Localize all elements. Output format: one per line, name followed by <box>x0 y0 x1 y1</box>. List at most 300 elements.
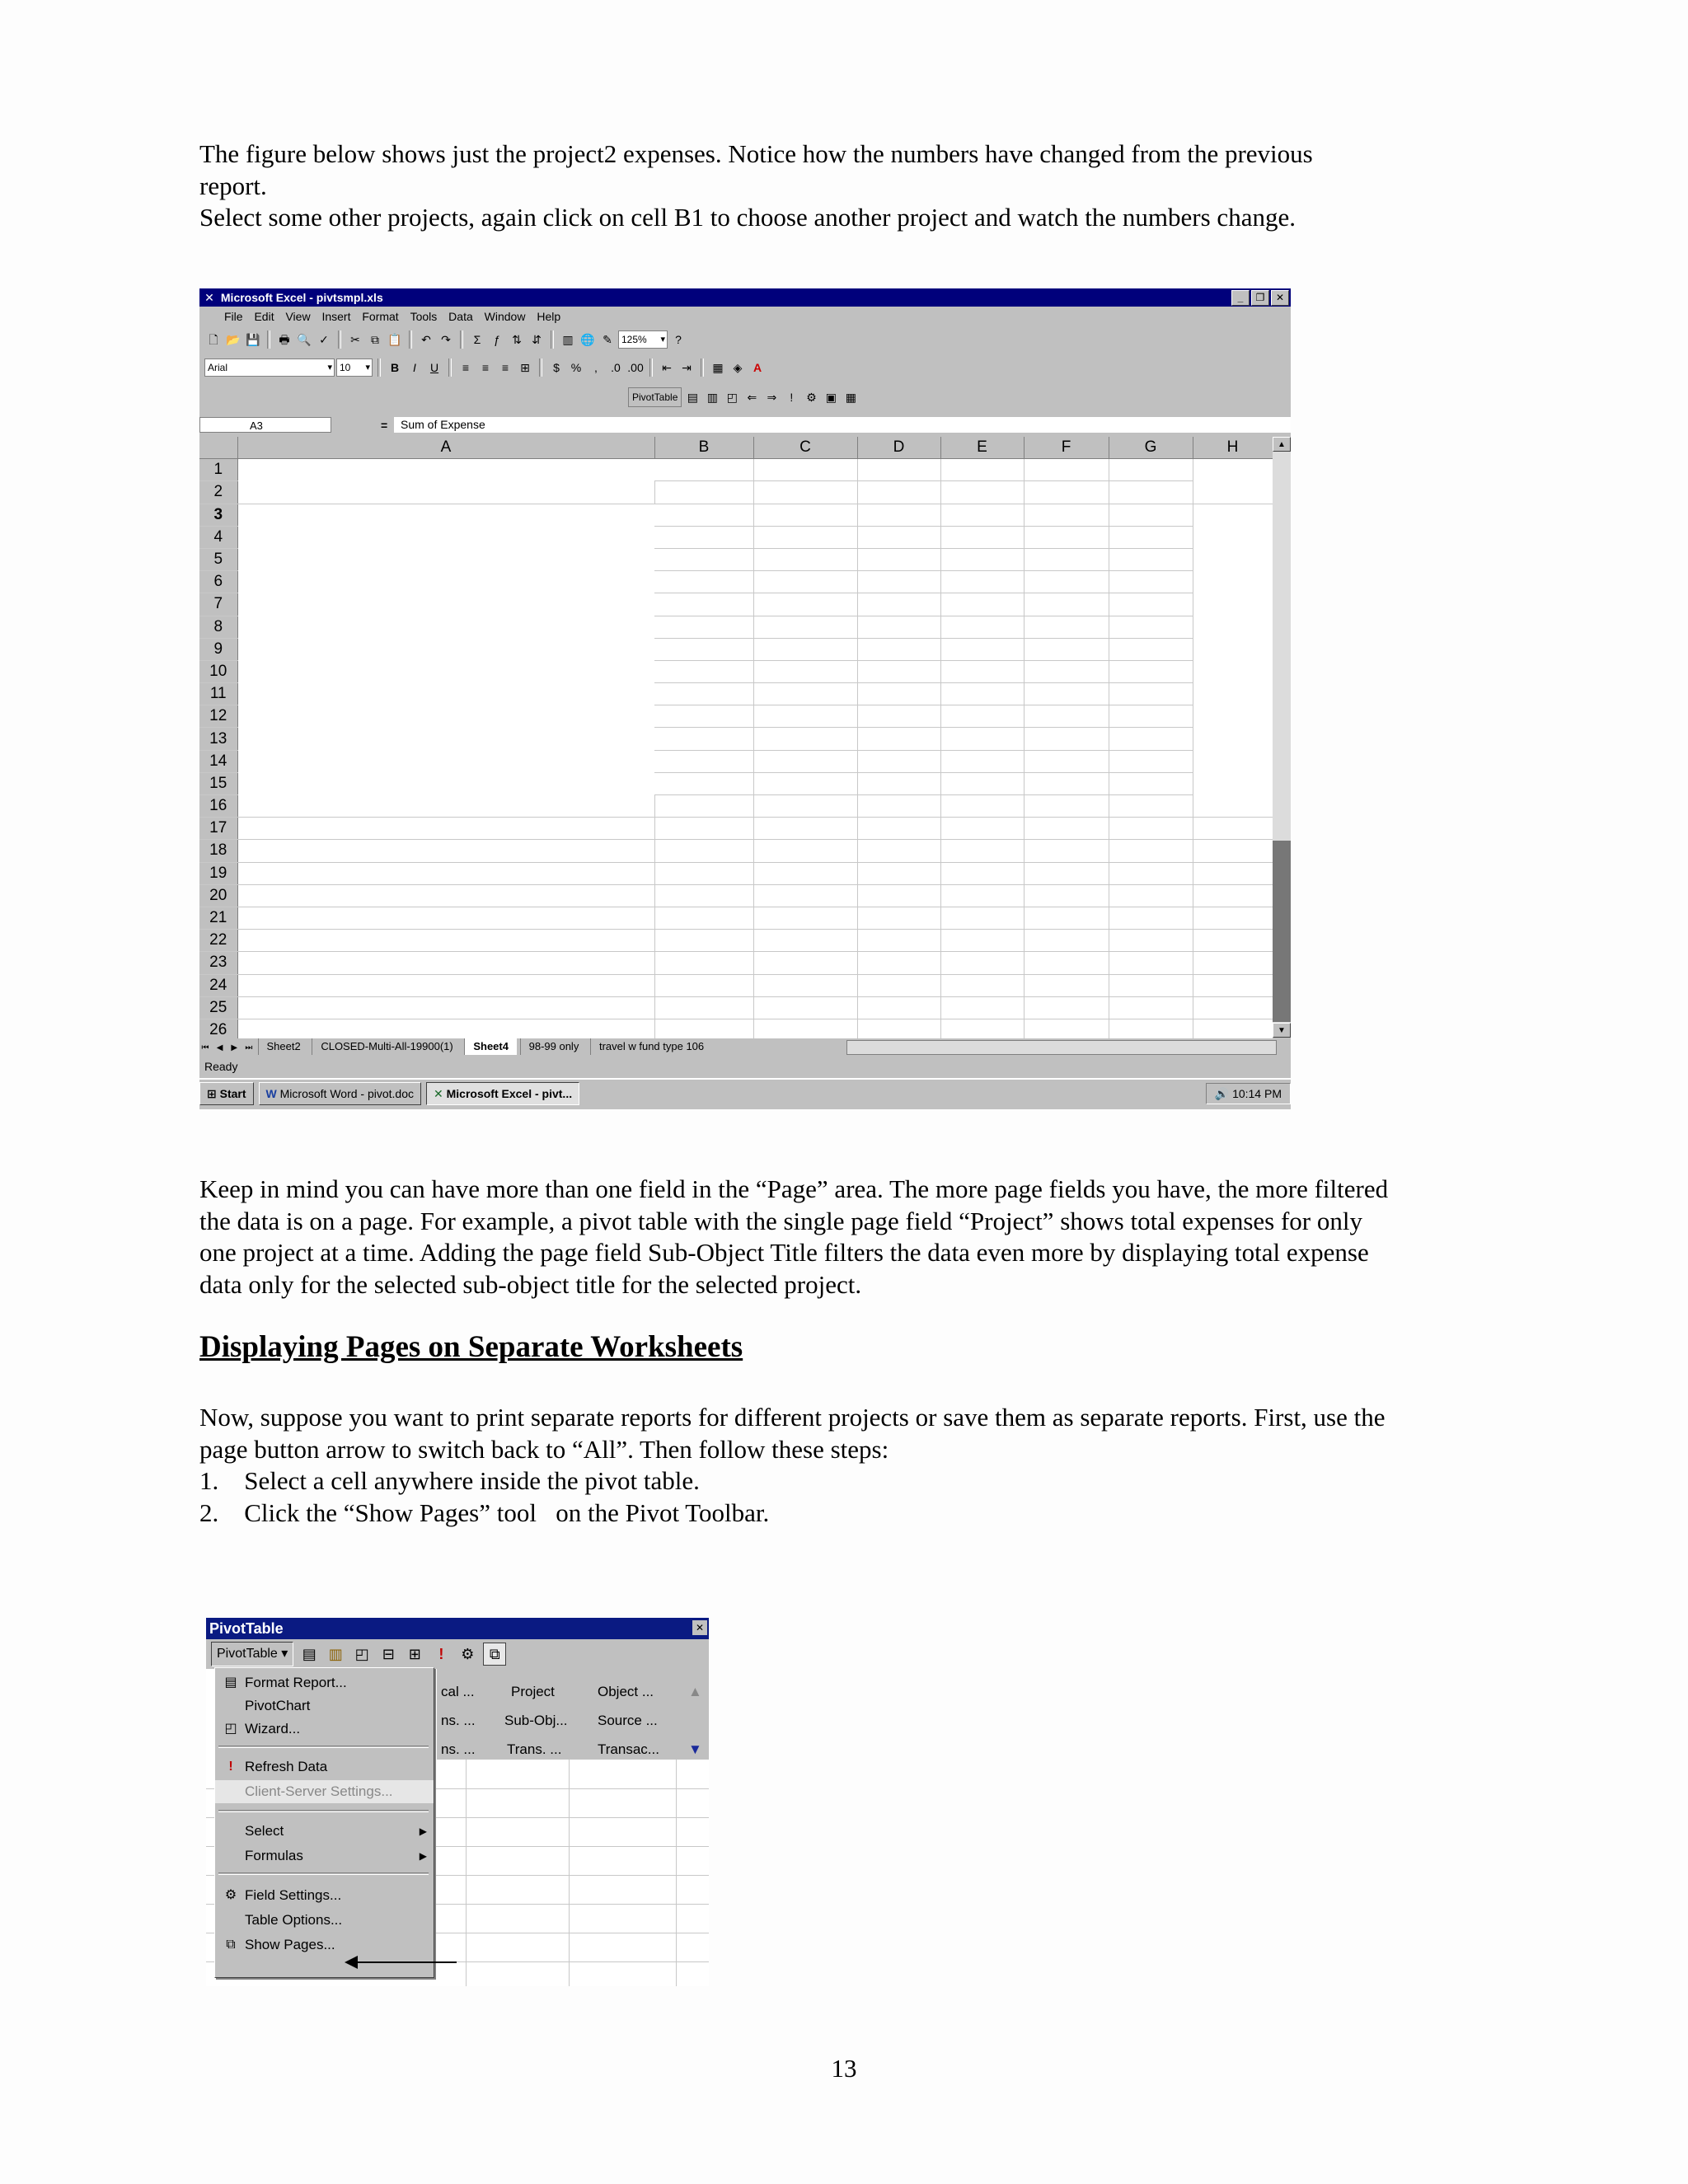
cell[interactable] <box>654 459 753 481</box>
cell[interactable] <box>1109 907 1193 929</box>
pivot-wizard-icon[interactable]: ◰ <box>726 391 738 404</box>
row-header[interactable]: 24 <box>199 974 237 996</box>
close-icon[interactable]: ✕ <box>692 1620 707 1635</box>
cell[interactable] <box>857 548 940 570</box>
map-icon[interactable]: 🌐 <box>580 333 595 346</box>
cut-icon[interactable]: ✂ <box>350 333 360 346</box>
pivot-wizard-icon[interactable]: ◰ <box>354 1646 369 1662</box>
cell[interactable] <box>753 660 857 682</box>
cell[interactable] <box>237 884 654 907</box>
cell[interactable] <box>654 683 753 705</box>
cell[interactable] <box>1024 481 1109 504</box>
select-all-corner[interactable] <box>199 437 237 459</box>
menu-item-field-settings[interactable] <box>215 1884 434 1907</box>
restore-icon[interactable]: ❐ <box>1251 290 1269 306</box>
cell[interactable] <box>940 728 1024 750</box>
start-button[interactable] <box>199 1082 254 1105</box>
row-header[interactable]: 14 <box>199 750 237 772</box>
vertical-scrollbar[interactable] <box>1273 437 1291 1038</box>
font-select[interactable]: Arial ▾ <box>204 359 335 377</box>
cell[interactable] <box>857 818 940 840</box>
cell[interactable] <box>1109 660 1193 682</box>
cell[interactable] <box>857 459 940 481</box>
field-button[interactable]: cal ... <box>441 1684 475 1699</box>
menu-item-pivotchart[interactable] <box>215 1694 434 1718</box>
menu-file[interactable]: File <box>224 310 243 323</box>
cell[interactable] <box>857 952 940 974</box>
row-header[interactable]: 7 <box>199 593 237 616</box>
help-icon[interactable]: ? <box>675 333 682 346</box>
cell[interactable] <box>753 930 857 952</box>
cell[interactable] <box>753 795 857 818</box>
fill-color-icon[interactable]: ◈ <box>733 361 743 374</box>
pivottable-menu-button[interactable]: PivotTable <box>628 387 682 407</box>
menu-data[interactable]: Data <box>448 310 473 323</box>
row-header[interactable]: 9 <box>199 638 237 660</box>
scroll-down-icon[interactable]: ▼ <box>1273 1023 1291 1038</box>
cell[interactable] <box>1024 459 1109 481</box>
cell[interactable] <box>753 884 857 907</box>
cell[interactable] <box>1109 884 1193 907</box>
cell[interactable] <box>654 705 753 728</box>
menu-item-select[interactable] <box>215 1820 434 1843</box>
cell[interactable] <box>753 548 857 570</box>
cell[interactable] <box>1109 818 1193 840</box>
cell[interactable] <box>940 571 1024 593</box>
cell[interactable] <box>654 728 753 750</box>
save-icon[interactable]: 💾 <box>246 333 260 346</box>
cell[interactable] <box>237 907 654 929</box>
show-detail-icon[interactable]: ⇒ <box>767 391 777 404</box>
column-header[interactable]: H <box>1193 437 1273 459</box>
cell[interactable] <box>1193 974 1273 996</box>
cell[interactable] <box>1109 504 1193 526</box>
pivotchart-icon[interactable]: ▥ <box>328 1646 343 1662</box>
refresh-data-icon[interactable]: ! <box>438 1646 444 1662</box>
column-header[interactable]: E <box>940 437 1024 459</box>
cell[interactable] <box>654 481 753 504</box>
cell[interactable] <box>857 728 940 750</box>
sort-descending-icon[interactable]: ⇵ <box>532 333 542 346</box>
cell[interactable] <box>654 548 753 570</box>
close-icon[interactable]: ✕ <box>1271 290 1289 306</box>
cell[interactable] <box>857 526 940 548</box>
cell[interactable] <box>654 571 753 593</box>
cell[interactable] <box>940 526 1024 548</box>
field-button[interactable]: Transac... <box>598 1741 659 1757</box>
cell[interactable] <box>237 818 654 840</box>
row-header[interactable]: 6 <box>199 571 237 593</box>
cell[interactable] <box>1193 952 1273 974</box>
cell[interactable] <box>940 840 1024 862</box>
column-header[interactable]: A <box>237 437 654 459</box>
cell[interactable] <box>654 907 753 929</box>
cell[interactable] <box>654 772 753 794</box>
cell[interactable] <box>1109 638 1193 660</box>
drawing-icon[interactable]: ✎ <box>603 333 612 346</box>
increase-decimal-icon[interactable]: .0 <box>611 361 621 374</box>
cell[interactable] <box>1109 683 1193 705</box>
cell[interactable] <box>753 862 857 884</box>
row-header[interactable]: 3 <box>199 504 237 526</box>
cell[interactable] <box>857 974 940 996</box>
cell[interactable] <box>654 526 753 548</box>
row-header[interactable]: 10 <box>199 660 237 682</box>
comma-icon[interactable]: , <box>594 361 598 374</box>
cell[interactable] <box>654 660 753 682</box>
row-header[interactable]: 18 <box>199 840 237 862</box>
format-report-icon[interactable]: ▤ <box>302 1646 316 1662</box>
cell[interactable] <box>654 930 753 952</box>
column-header[interactable]: B <box>654 437 753 459</box>
row-header[interactable]: 16 <box>199 795 237 818</box>
paste-icon[interactable]: 📋 <box>387 333 402 346</box>
cell[interactable] <box>940 818 1024 840</box>
cell[interactable] <box>1109 526 1193 548</box>
column-header[interactable]: F <box>1024 437 1109 459</box>
cell[interactable] <box>1024 818 1109 840</box>
print-preview-icon[interactable]: 🔍 <box>297 333 312 346</box>
field-button[interactable]: Source ... <box>598 1713 658 1728</box>
cell[interactable] <box>1193 795 1273 818</box>
sort-ascending-icon[interactable]: ⇅ <box>512 333 522 346</box>
underline-icon[interactable]: U <box>429 361 439 374</box>
cell[interactable] <box>940 907 1024 929</box>
row-header[interactable]: 8 <box>199 616 237 638</box>
cell[interactable] <box>940 504 1024 526</box>
cell[interactable] <box>857 504 940 526</box>
row-header[interactable]: 11 <box>199 683 237 705</box>
cell[interactable] <box>940 660 1024 682</box>
cell[interactable] <box>1109 996 1193 1019</box>
pivotchart-icon[interactable]: ▥ <box>706 391 718 404</box>
cell[interactable] <box>654 862 753 884</box>
cell[interactable] <box>1109 459 1193 481</box>
horizontal-scrollbar[interactable] <box>846 1040 1277 1055</box>
cell[interactable] <box>753 818 857 840</box>
hide-detail-icon[interactable]: ⇐ <box>747 391 757 404</box>
cell[interactable] <box>753 974 857 996</box>
cell[interactable] <box>1024 840 1109 862</box>
cell[interactable] <box>1024 996 1109 1019</box>
cell[interactable] <box>237 840 654 862</box>
row-header[interactable]: 26 <box>199 1019 237 1041</box>
scroll-up-icon[interactable]: ▲ <box>1273 437 1291 452</box>
align-right-icon[interactable]: ≡ <box>501 361 509 374</box>
menu-item-formulas[interactable] <box>215 1844 434 1868</box>
cell[interactable] <box>753 750 857 772</box>
row-header[interactable]: 12 <box>199 705 237 728</box>
cell[interactable] <box>1024 907 1109 929</box>
cell[interactable] <box>753 840 857 862</box>
row-header[interactable]: 13 <box>199 728 237 750</box>
cell[interactable] <box>940 616 1024 638</box>
cell[interactable] <box>654 884 753 907</box>
copy-icon[interactable]: ⧉ <box>371 333 379 346</box>
cell[interactable] <box>1024 795 1109 818</box>
menu-format[interactable]: Format <box>362 310 399 323</box>
formula-input[interactable]: Sum of Expense <box>394 417 1291 433</box>
chart-wizard-icon[interactable]: ▥ <box>562 333 574 346</box>
show-pages-icon[interactable]: ▣ <box>825 391 837 404</box>
cell[interactable] <box>1024 862 1109 884</box>
cell[interactable] <box>753 504 857 526</box>
cell[interactable] <box>1024 660 1109 682</box>
menu-tools[interactable]: Tools <box>410 310 438 323</box>
cell[interactable] <box>1193 840 1273 862</box>
first-sheet-icon[interactable]: ⏮ <box>201 1043 209 1052</box>
cell[interactable] <box>1109 862 1193 884</box>
field-button[interactable]: ns. ... <box>441 1713 476 1728</box>
italic-icon[interactable]: I <box>413 361 416 374</box>
cell[interactable] <box>1024 548 1109 570</box>
row-header[interactable]: 17 <box>199 818 237 840</box>
cell[interactable] <box>940 884 1024 907</box>
row-header[interactable]: 21 <box>199 907 237 929</box>
cell[interactable] <box>1109 974 1193 996</box>
cell[interactable] <box>1193 884 1273 907</box>
next-sheet-icon[interactable]: ▶ <box>231 1043 238 1052</box>
cell[interactable] <box>857 750 940 772</box>
field-button[interactable]: Trans. ... <box>507 1741 562 1757</box>
cell[interactable] <box>1109 481 1193 504</box>
cell[interactable] <box>940 952 1024 974</box>
scroll-thumb[interactable] <box>1273 841 1291 1022</box>
cell[interactable] <box>753 616 857 638</box>
row-header[interactable]: 5 <box>199 548 237 570</box>
menu-insert[interactable]: Insert <box>321 310 351 323</box>
cell[interactable] <box>1024 638 1109 660</box>
taskbar-excel-button[interactable] <box>426 1082 579 1105</box>
cell[interactable] <box>857 996 940 1019</box>
field-button[interactable]: Project <box>511 1684 555 1699</box>
cell[interactable] <box>940 638 1024 660</box>
cell[interactable] <box>753 481 857 504</box>
cell[interactable] <box>857 616 940 638</box>
menu-view[interactable]: View <box>285 310 311 323</box>
field-settings-icon[interactable]: ⚙ <box>461 1646 475 1662</box>
cell[interactable] <box>1109 548 1193 570</box>
cell[interactable] <box>857 638 940 660</box>
speaker-icon[interactable]: 🔊 <box>1214 1087 1230 1100</box>
field-button[interactable]: Sub-Obj... <box>504 1713 568 1728</box>
cell[interactable] <box>857 481 940 504</box>
cell[interactable] <box>1193 818 1273 840</box>
cell[interactable] <box>1024 526 1109 548</box>
bold-icon[interactable]: B <box>390 361 400 374</box>
font-color-icon[interactable]: A <box>753 361 762 374</box>
cell[interactable] <box>857 683 940 705</box>
field-settings-icon[interactable]: ⚙ <box>806 391 817 404</box>
sheet-tab-active[interactable]: Sheet4 <box>464 1038 517 1055</box>
cell[interactable] <box>753 772 857 794</box>
scroll-down-icon[interactable]: ▼ <box>688 1741 702 1757</box>
cell[interactable] <box>237 952 654 974</box>
cell[interactable] <box>1024 930 1109 952</box>
menu-window[interactable]: Window <box>484 310 526 323</box>
cell[interactable] <box>857 571 940 593</box>
cell[interactable] <box>940 683 1024 705</box>
column-header[interactable]: D <box>857 437 940 459</box>
cell[interactable] <box>654 638 753 660</box>
cell[interactable] <box>857 840 940 862</box>
cell[interactable] <box>753 996 857 1019</box>
name-box[interactable]: A3 <box>199 417 331 433</box>
column-header[interactable]: C <box>753 437 857 459</box>
row-header[interactable]: 25 <box>199 996 237 1019</box>
cell[interactable] <box>654 840 753 862</box>
cell[interactable] <box>1024 728 1109 750</box>
prev-sheet-icon[interactable]: ◀ <box>216 1043 223 1052</box>
show-pages-icon[interactable]: ⧉ <box>483 1643 506 1666</box>
cell[interactable] <box>753 593 857 616</box>
cell[interactable] <box>1193 481 1273 504</box>
cell[interactable] <box>940 459 1024 481</box>
cell[interactable] <box>237 795 654 818</box>
field-button[interactable]: Object ... <box>598 1684 654 1699</box>
menu-item-wizard[interactable] <box>215 1718 434 1741</box>
field-button[interactable]: ns. ... <box>441 1741 476 1757</box>
cell[interactable] <box>1109 593 1193 616</box>
cell[interactable] <box>1024 952 1109 974</box>
cell[interactable] <box>857 705 940 728</box>
cell[interactable] <box>753 683 857 705</box>
row-header[interactable]: 1 <box>199 459 237 481</box>
currency-icon[interactable]: $ <box>553 361 560 374</box>
menu-item-show-pages[interactable] <box>215 1933 434 1957</box>
merge-center-icon[interactable]: ⊞ <box>520 361 530 374</box>
cell[interactable] <box>237 974 654 996</box>
cell[interactable] <box>857 862 940 884</box>
sheet-tab[interactable]: Sheet2 <box>258 1038 309 1055</box>
cell[interactable] <box>1024 974 1109 996</box>
cell[interactable] <box>940 795 1024 818</box>
cell[interactable] <box>654 750 753 772</box>
minimize-icon[interactable]: _ <box>1231 290 1250 306</box>
row-header[interactable]: 19 <box>199 862 237 884</box>
cell[interactable] <box>857 884 940 907</box>
cell[interactable] <box>237 862 654 884</box>
row-header[interactable]: 4 <box>199 526 237 548</box>
cell[interactable] <box>1109 840 1193 862</box>
cell[interactable] <box>940 772 1024 794</box>
print-icon[interactable]: 🖶 <box>279 333 290 346</box>
cell[interactable] <box>753 907 857 929</box>
scroll-up-icon[interactable]: ▲ <box>688 1684 702 1699</box>
cell[interactable] <box>1109 705 1193 728</box>
cell[interactable] <box>1024 705 1109 728</box>
format-report-icon[interactable]: ▤ <box>687 391 698 404</box>
menu-item-refresh-data[interactable] <box>215 1755 434 1779</box>
decrease-decimal-icon[interactable]: .00 <box>627 361 644 374</box>
zoom-select[interactable]: 125% ▾ <box>618 330 668 349</box>
cell[interactable] <box>1109 772 1193 794</box>
cell[interactable] <box>753 705 857 728</box>
new-icon[interactable]: 🗋 <box>209 333 218 346</box>
cell[interactable] <box>654 952 753 974</box>
font-size-select[interactable]: 10 ▾ <box>336 359 373 377</box>
row-header[interactable]: 15 <box>199 772 237 794</box>
column-header[interactable]: G <box>1109 437 1193 459</box>
cell[interactable] <box>1024 683 1109 705</box>
cell[interactable] <box>753 526 857 548</box>
row-header[interactable]: 23 <box>199 952 237 974</box>
menu-item-format-report[interactable] <box>215 1671 434 1694</box>
cell[interactable] <box>940 930 1024 952</box>
cell[interactable] <box>654 504 753 526</box>
show-detail-icon[interactable]: ⊞ <box>408 1646 421 1662</box>
cell[interactable] <box>940 750 1024 772</box>
last-sheet-icon[interactable]: ⏭ <box>245 1043 253 1052</box>
pivottable-dropdown-button[interactable]: PivotTable ▾ <box>211 1642 293 1666</box>
cell[interactable] <box>753 728 857 750</box>
cell[interactable] <box>1193 862 1273 884</box>
cell[interactable] <box>237 996 654 1019</box>
cell[interactable] <box>940 862 1024 884</box>
row-header[interactable]: 2 <box>199 481 237 504</box>
cell[interactable] <box>753 638 857 660</box>
borders-icon[interactable]: ▦ <box>712 361 724 374</box>
cell[interactable] <box>857 795 940 818</box>
cell[interactable] <box>857 907 940 929</box>
cell[interactable] <box>857 660 940 682</box>
cell[interactable] <box>857 593 940 616</box>
cell[interactable] <box>940 705 1024 728</box>
percent-icon[interactable]: % <box>570 361 582 374</box>
sheet-tab[interactable]: CLOSED-Multi-All-19900(1) <box>312 1038 461 1055</box>
cell[interactable] <box>1193 907 1273 929</box>
cell[interactable] <box>1109 616 1193 638</box>
cell[interactable] <box>1024 750 1109 772</box>
spelling-icon[interactable]: ✓ <box>319 333 329 346</box>
refresh-icon[interactable]: ! <box>790 391 794 404</box>
decrease-indent-icon[interactable]: ⇤ <box>662 361 672 374</box>
cell[interactable] <box>857 930 940 952</box>
cell[interactable] <box>753 571 857 593</box>
cell[interactable] <box>237 481 654 504</box>
align-left-icon[interactable]: ≡ <box>462 361 470 374</box>
open-icon[interactable]: 📂 <box>226 333 241 346</box>
menu-edit[interactable]: Edit <box>254 310 274 323</box>
sheet-tab[interactable]: travel w fund type 106 <box>590 1038 712 1055</box>
autosum-icon[interactable]: Σ <box>473 333 481 346</box>
cell[interactable] <box>1109 750 1193 772</box>
row-header[interactable]: 22 <box>199 930 237 952</box>
cell[interactable] <box>1193 996 1273 1019</box>
cell[interactable] <box>1024 571 1109 593</box>
cell[interactable] <box>940 593 1024 616</box>
cell[interactable] <box>654 818 753 840</box>
cell[interactable] <box>1024 593 1109 616</box>
display-fields-icon[interactable]: ▦ <box>845 391 856 404</box>
cell[interactable] <box>1109 795 1193 818</box>
align-center-icon[interactable]: ≡ <box>481 361 490 374</box>
cell[interactable] <box>237 930 654 952</box>
sheet-tab[interactable]: 98-99 only <box>520 1038 588 1055</box>
increase-indent-icon[interactable]: ⇥ <box>682 361 692 374</box>
function-icon[interactable]: ƒ <box>494 333 500 346</box>
cell[interactable] <box>1109 728 1193 750</box>
cell[interactable] <box>940 481 1024 504</box>
cell[interactable] <box>753 952 857 974</box>
cell[interactable] <box>1024 504 1109 526</box>
cell[interactable] <box>1024 772 1109 794</box>
cell[interactable] <box>1109 930 1193 952</box>
cell[interactable] <box>940 996 1024 1019</box>
cell[interactable] <box>1024 884 1109 907</box>
row-header[interactable]: 20 <box>199 884 237 907</box>
cell[interactable] <box>654 974 753 996</box>
